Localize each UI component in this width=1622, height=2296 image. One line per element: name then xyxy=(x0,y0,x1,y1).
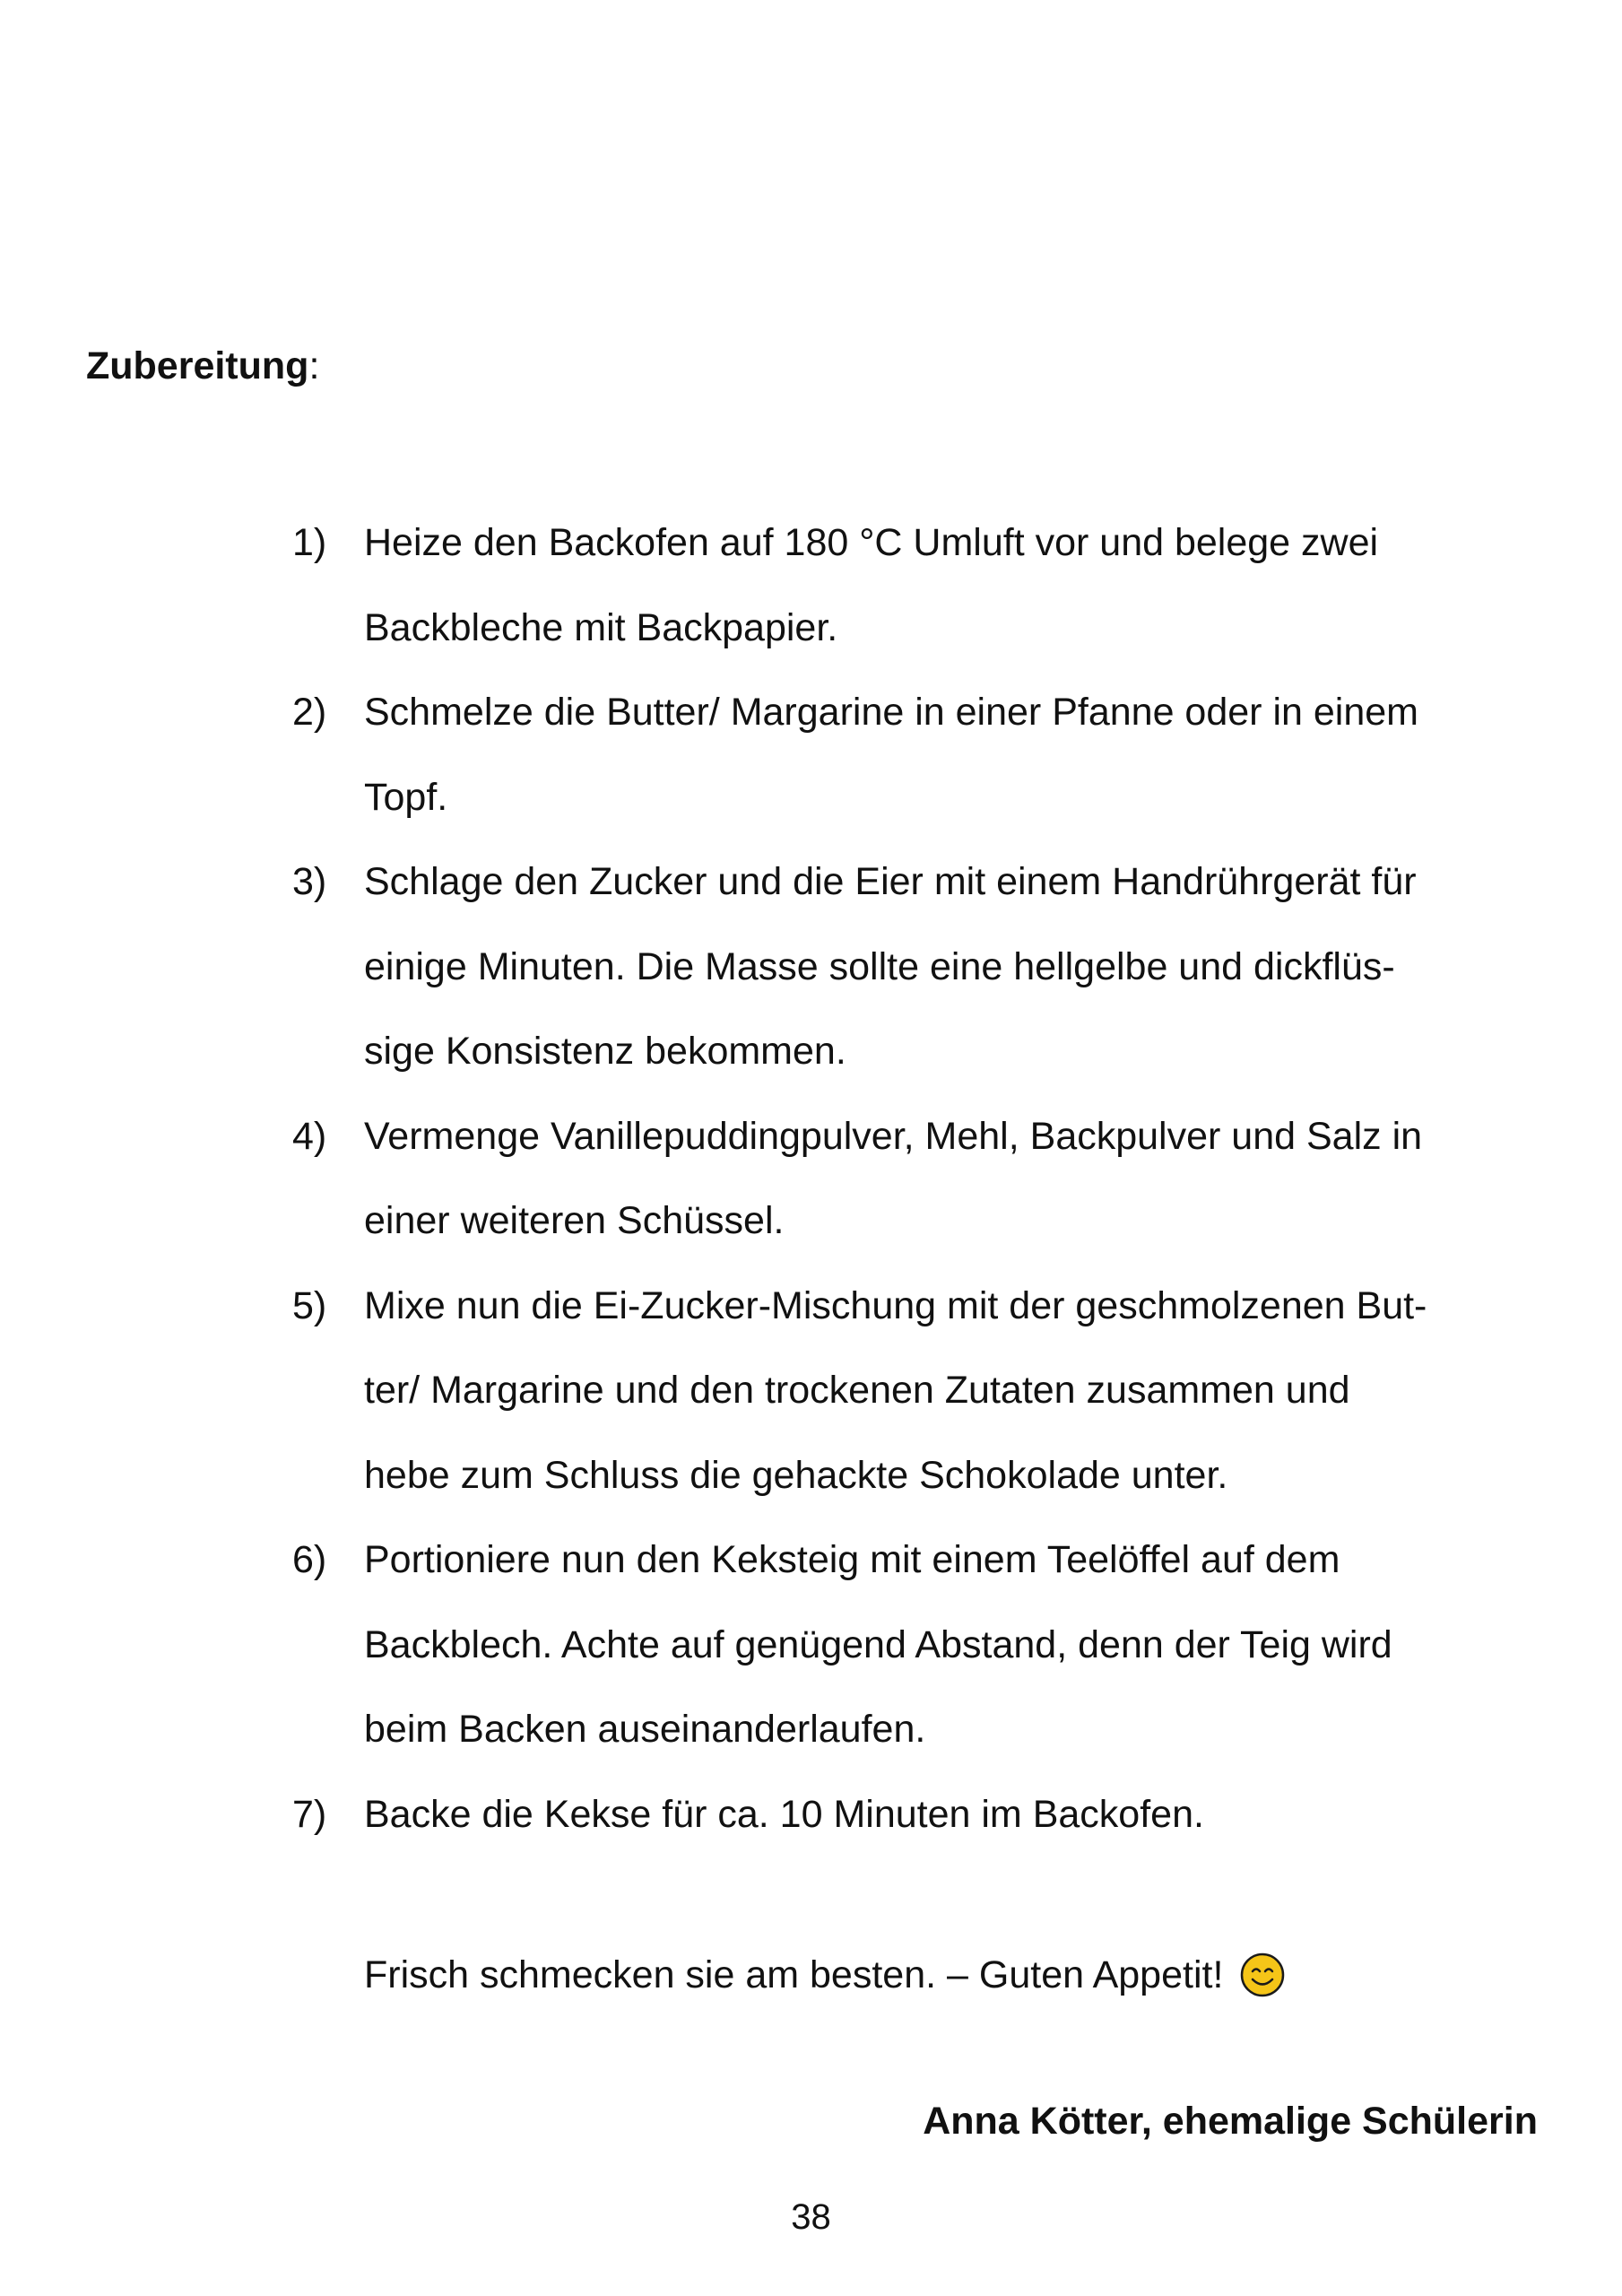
step-number: 6) xyxy=(292,1538,327,1581)
step-item xyxy=(292,670,1566,839)
closing-line xyxy=(364,1948,1286,2002)
step-number: 7) xyxy=(292,1792,327,1836)
step-line: Backbleche mit Backpapier. xyxy=(364,605,838,649)
section-heading xyxy=(86,339,319,393)
step-line: einige Minuten. Die Masse sollte eine hellgelbe und dickflüs- xyxy=(364,944,1395,988)
step-line: Schmelze die Butter/ Margarine in einer Pfanne oder in einem xyxy=(364,691,1418,734)
page-number: 38 xyxy=(791,2197,831,2237)
step-line: Backblech. Achte auf genügend Abstand, denn der Teig wird xyxy=(364,1622,1392,1666)
step-item xyxy=(292,839,1566,1094)
author-signature: Anna Kötter, ehemalige Schülerin xyxy=(923,2100,1538,2143)
step-line: Heize den Backofen auf 180 °C Umluft vor und belege zwei xyxy=(364,521,1379,564)
step-item xyxy=(292,1518,1566,1772)
step-number: 1) xyxy=(292,521,327,564)
smiley-icon xyxy=(1239,1952,1286,1998)
step-text xyxy=(364,1264,1566,1518)
step-number: 4) xyxy=(292,1114,327,1158)
step-item xyxy=(292,1264,1566,1518)
step-line: hebe zum Schluss die gehackte Schokolade unter. xyxy=(364,1453,1228,1497)
step-item xyxy=(292,1094,1566,1264)
step-line: beim Backen auseinanderlaufen. xyxy=(364,1708,926,1751)
step-line: ter/ Margarine und den trockenen Zutaten zusammen und xyxy=(364,1369,1350,1412)
step-text xyxy=(364,500,1566,670)
closing-text: Frisch schmecken sie am besten. – Guten Appetit! xyxy=(364,1953,1224,1996)
steps-list xyxy=(292,500,1566,1857)
heading-label: Zubereitung xyxy=(86,344,309,387)
step-text xyxy=(364,1518,1566,1772)
step-item xyxy=(292,500,1566,670)
step-item xyxy=(292,1772,1566,1857)
step-line: Backe die Kekse für ca. 10 Minuten im Backofen. xyxy=(364,1792,1204,1836)
step-line: Topf. xyxy=(364,775,448,819)
step-text xyxy=(364,1094,1566,1264)
step-number: 3) xyxy=(292,860,327,903)
step-text xyxy=(364,839,1566,1094)
step-number: 5) xyxy=(292,1283,327,1327)
step-line: Portioniere nun den Keksteig mit einem Teelöffel auf dem xyxy=(364,1538,1340,1581)
step-line: einer weiteren Schüssel. xyxy=(364,1199,785,1242)
step-line: Vermenge Vanillepuddingpulver, Mehl, Backpulver und Salz in xyxy=(364,1114,1423,1158)
step-line: Mixe nun die Ei-Zucker-Mischung mit der geschmolzenen But- xyxy=(364,1283,1427,1327)
step-line: sige Konsistenz bekommen. xyxy=(364,1030,846,1073)
step-line: Schlage den Zucker und die Eier mit einem Handrührgerät für xyxy=(364,860,1417,903)
step-text xyxy=(364,1772,1566,1857)
heading-suffix: : xyxy=(308,344,320,387)
step-text xyxy=(364,670,1566,839)
step-number: 2) xyxy=(292,691,327,734)
